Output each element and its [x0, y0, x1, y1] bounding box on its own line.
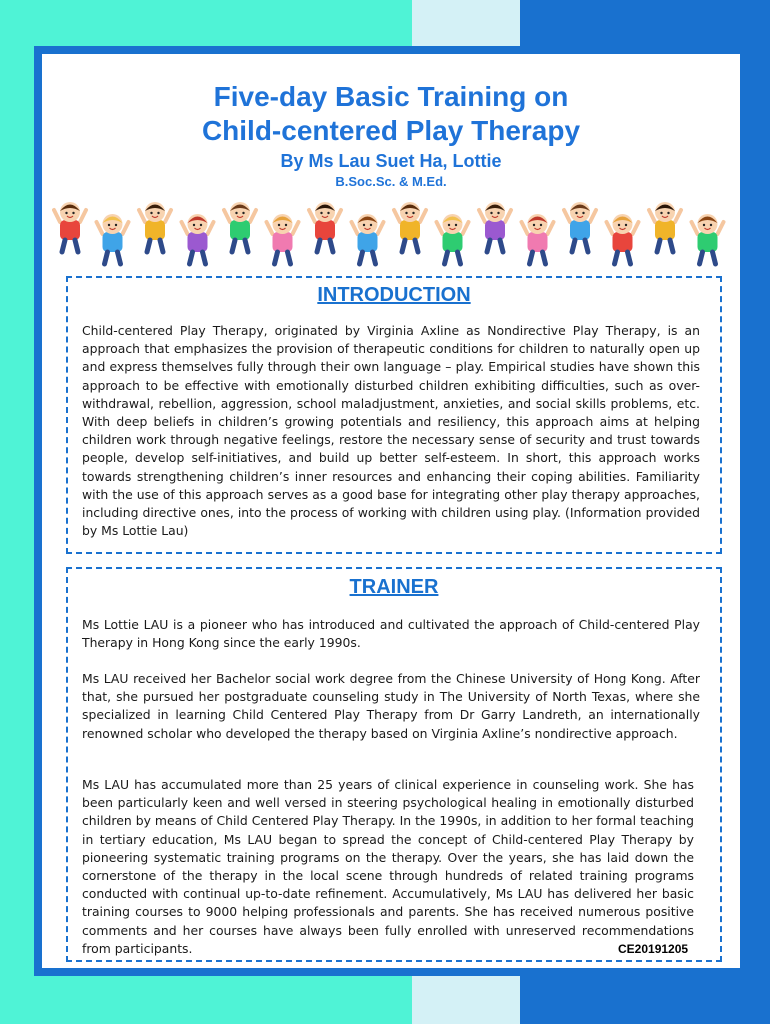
title-line-1: Five-day Basic Training on — [213, 81, 569, 112]
child-figure — [522, 214, 554, 264]
child-figure — [564, 202, 596, 252]
child-figure — [182, 214, 214, 264]
child-figure — [479, 202, 511, 252]
child-figure — [649, 202, 681, 252]
child-figure — [97, 214, 129, 264]
child-figure — [352, 214, 384, 264]
child-figure — [309, 202, 341, 252]
child-figure — [224, 202, 256, 252]
child-figure — [139, 202, 171, 252]
child-figure — [267, 214, 299, 264]
page-title — [42, 80, 740, 148]
child-figure — [54, 202, 86, 252]
introduction-heading: INTRODUCTION — [317, 284, 471, 306]
trainer-paragraph: Ms Lottie LAU is a pioneer who has introduced and cultivated the approach of Child-centered Play Therapy in Hong Kong since the early 1990s. — [82, 617, 700, 651]
trainer-byline: By Ms Lau Suet Ha, Lottie — [280, 151, 502, 171]
introduction-text: Child-centered Play Therapy, originated by Virginia Axline as Nondirective Play Therapy, is an approach that emphasizes the provision of therapeutic conditions for children to naturally open up and express themselves fully through their own language – play. Empirical studies have shown this approach to be effective with emotionally disturbed children exhibiting difficulties, such as over-withdrawal, rebellion, aggression, school maladjustment, anxieties, and social skills problems, etc. With deep beliefs in children’s growing potentials and resiliency, this approach aims at helping children work through negative feelings, restore the necessary sense of security and trust towards people, develop self-initiatives, and build up better self-esteem. In short, this approach works towards strengthening children’s inner resources and enhancing their coping abilities. Familiarity with the use of this approach serves as a good base for integrating other play therapy approaches, including directive ones, into the process of working with children using play. (Information provided by Ms Lottie Lau) — [82, 323, 700, 539]
trainer-degrees: B.Soc.Sc. & M.Ed. — [335, 174, 447, 189]
child-figure — [692, 214, 724, 264]
child-figure — [394, 202, 426, 252]
trainer-paragraph: Ms LAU received her Bachelor social work degree from the Chinese University of Hong Kong. After that, she pursued her postgraduate counseling study in The University of North Texas, where she specialized in learning Child Centered Play Therapy from Dr Garry Landreth, an internationally renowned scholar who developed the therapy based on Virginia Axline’s nondirective approach. — [82, 671, 700, 741]
child-figure — [607, 214, 639, 264]
trainer-paragraph: Ms LAU has accumulated more than 25 years of clinical experience in counseling work. She has been particularly keen and well versed in steering psychological healing in emotionally disturbed children by means of Child Centered Play Therapy. In the 1990s, in addition to her formal teaching in tertiary education, Ms LAU began to spread the concept of Child-centered Play Therapy by pioneering systematic training programs on the therapy. Over the years, she has laid down the cornerstone of the therapy in the local scene through hundreds of related training programs conducted with continual up-to-date refinement. Accumulatively, Ms LAU has delivered her basic training courses to 9000 helping professionals and parents. She has received numerous positive comments and her courses have always been fully enrolled with unreserved recommendations from participants. — [82, 777, 694, 956]
child-figure — [437, 214, 469, 264]
children-illustration — [52, 198, 732, 268]
trainer-heading: TRAINER — [349, 576, 439, 598]
title-line-2: Child-centered Play Therapy — [201, 115, 581, 146]
course-code: CE20191205 — [618, 942, 689, 956]
